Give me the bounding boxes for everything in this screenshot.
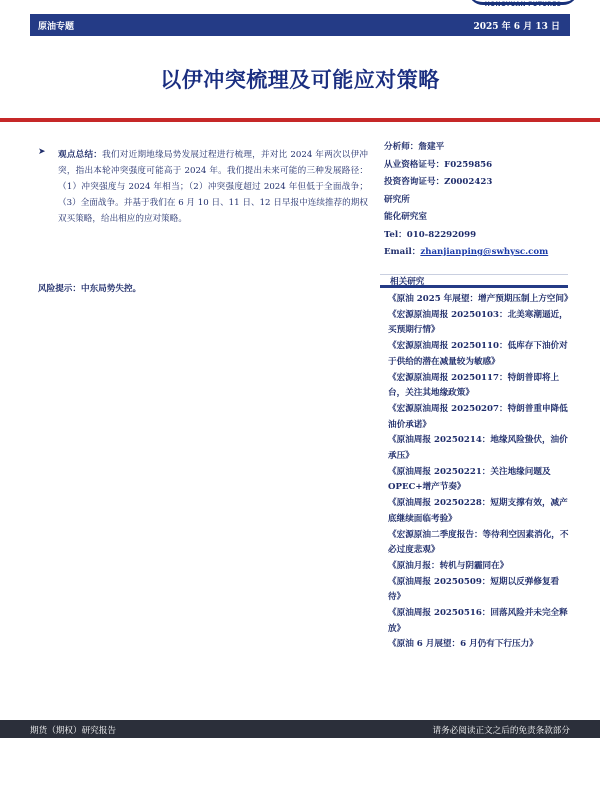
risk-warning: 风险提示：中东局势失控。 xyxy=(38,284,142,294)
related-item: 《宏源原油周报 20250110：低库存下油价对于供给的潜在减量较为敏感》 xyxy=(388,341,568,367)
related-item: 《原油周报 20250516：回落风险并未完全释放》 xyxy=(388,608,568,634)
consult-value: Z0002423 xyxy=(444,177,493,187)
related-item: 《原油 6 月展望：6 月仍有下行压力》 xyxy=(388,639,538,650)
company-logo xyxy=(446,0,600,12)
tel-row xyxy=(384,227,584,245)
tel-label: Tel： xyxy=(384,229,407,240)
report-date: 2025 年 6 月 13 日 xyxy=(473,22,560,32)
related-heading: 相关研究 xyxy=(390,277,425,287)
summary-body: 我们对近期地缘局势发展过程进行梳理，并对比 2024 年两次以伊冲突，指出本轮冲突强度可能高于 2024 年。我们提出未来可能的三种发展路径：（1）冲突强度与 2024 年相当；（2）冲突强度超过 2024 年但低于全面战争；（3）全面战争。并基于我们在 6 月 10 日、11 日、12 日早报中连续推荐的期权双买策略，给出相应的应对策略。 xyxy=(58,150,368,224)
logo-text: HONGYUAN FUTURES xyxy=(484,1,562,8)
license-row xyxy=(384,157,584,175)
header-bar xyxy=(30,14,570,36)
tel-value: 010-82292099 xyxy=(406,229,477,240)
related-list xyxy=(388,292,572,653)
analyst-label: 分析师： xyxy=(384,142,419,152)
analyst-name: 詹建平 xyxy=(418,142,445,152)
bullet-arrow-icon: ➤ xyxy=(38,147,46,157)
email-row xyxy=(384,244,584,262)
institute: 研究所 xyxy=(384,194,410,205)
related-item: 《宏源原油周报 20250207：特朗普重申降低油价承诺》 xyxy=(388,403,568,430)
email-link[interactable]: zhanjianping@swhysc.com xyxy=(420,247,549,257)
team: 能化研究室 xyxy=(384,212,427,222)
footer-report-type: 期货（期权）研究报告 xyxy=(30,726,116,736)
summary-text xyxy=(58,147,368,227)
consult-row xyxy=(384,174,584,192)
license-value: F0259856 xyxy=(444,159,493,170)
email-label: Email： xyxy=(384,247,421,257)
related-item: 《原油月报：转机与阴霾同在》 xyxy=(388,560,509,571)
analyst-info xyxy=(384,139,584,262)
footer-disclaimer: 请务必阅读正文之后的免责条款部分 xyxy=(432,726,570,736)
consult-label: 投资咨询证号： xyxy=(384,177,445,187)
footer-bar xyxy=(0,720,600,738)
summary-block xyxy=(38,147,368,227)
page-title: 以伊冲突梳理及可能应对策略 xyxy=(160,68,440,92)
related-item: 《原油周报 20250509：短期以反弹修复看待》 xyxy=(388,576,560,603)
related-item: 《宏源原油周报 20250103：北美寒潮逼近，买预期行情》 xyxy=(388,309,568,336)
license-label: 从业资格证号： xyxy=(384,159,445,170)
related-item: 《原油 2025 年展望：增产预期压制上方空间》 xyxy=(388,294,573,304)
report-section: 原油专题 xyxy=(38,22,75,32)
related-item: 《原油周报 20250221：关注地缘问题及 OPEC+增产节奏》 xyxy=(388,466,551,493)
title-divider xyxy=(0,118,600,122)
related-item: 《宏源原油二季度报告：等待利空因素消化，不必过度悲观》 xyxy=(388,529,569,556)
related-item: 《宏源原油周报 20250117：特朗普即将上台，关注其地缘政策》 xyxy=(388,372,560,399)
related-item: 《原油周报 20250214：地缘风险蛰伏，油价承压》 xyxy=(388,435,568,462)
related-item: 《原油周报 20250228：短期支撑有效，减产底继续面临考验》 xyxy=(388,498,568,524)
summary-label: 观点总结： xyxy=(58,150,103,160)
analyst-row xyxy=(384,139,584,157)
